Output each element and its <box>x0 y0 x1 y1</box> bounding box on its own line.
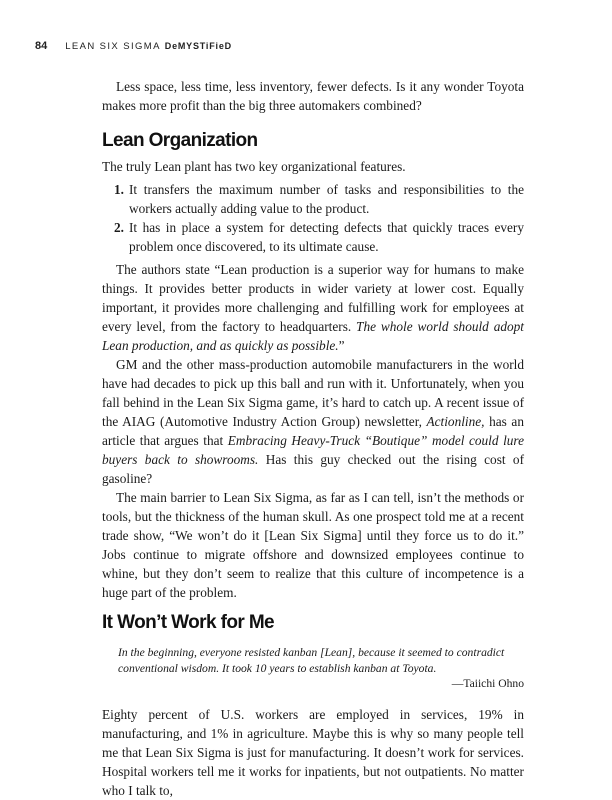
list-item <box>102 218 524 256</box>
book-subtitle: DeMYSTiFieD <box>164 41 232 51</box>
list-number: 2. <box>114 220 124 235</box>
paragraph-text: GM and the other mass-production automobile manufacturers in the world have had decades to pick up this ball and run with it. Unfortunately, when you fall behind in the Lean Six Sigma game, it’s hard to catch up. A recent issue of the AIAG (Automotive Industry Action Group) newsletter, <box>102 357 524 429</box>
paragraph <box>102 260 524 355</box>
section-heading-wont-work: It Won’t Work for Me <box>102 612 275 633</box>
paragraph-text: has an article that argues that <box>102 414 524 448</box>
newsletter-title: Actionline, <box>426 414 485 429</box>
paragraph: Eighty percent of U.S. workers are employed in services, 19% in manufacturing, and 1% in agriculture. Maybe this is why so many people tell me that Lean Six Sigma is just for manufacturing. It doesn’t work for services. Hospital workers tell me it works for inpatients, but not outpatients. No matter who I talk to, <box>102 706 524 798</box>
epigraph-quote: In the beginning, everyone resisted kanban [Lean], because it seemed to contradict conventional wisdom. It took 10 years to establish kanban at Toyota. <box>118 646 505 675</box>
page-number: 84 <box>35 40 48 52</box>
intro-paragraph: Less space, less time, less inventory, fewer defects. Is it any wonder Toyota makes more profit than the big three automakers combined? <box>102 79 524 113</box>
paragraph-emphasis: The whole world should adopt Lean production, and as quickly as possible. <box>102 319 524 353</box>
paragraph: The main barrier to Lean Six Sigma, as far as I can tell, isn’t the methods or tools, but the thickness of the human skull. As one prospect told me at a recent trade show, “We won’t do it [Lean Six Sigma] until they force us to do it.” Jobs continue to migrate offshore and downsized employees continue to whine, but they don’t seem to realize that this culture of incompetence is a huge part of the problem. <box>102 490 524 600</box>
feature-list <box>102 180 524 256</box>
list-item-text: It has in place a system for detecting defects that quickly traces every problem once discovered, to its ultimate cause. <box>129 220 524 254</box>
section-heading-lean-organization: Lean Organization <box>102 130 258 151</box>
paragraph-text: The authors state “Lean production is a superior way for humans to make things. It provides better products in wider variety at lower cost. Equally important, it provides more challenging and fulfilling work for employees at every level, from the factory to headquarters. <box>102 262 524 334</box>
book-title: LEAN SIX SIGMA <box>65 41 161 52</box>
closing-quote: ” <box>338 338 345 353</box>
page-body <box>102 77 524 800</box>
epigraph-attribution: —Taiichi Ohno <box>451 677 524 690</box>
list-number: 1. <box>114 182 124 197</box>
section-lead: The truly Lean plant has two key organizational features. <box>102 159 406 174</box>
paragraph-text: Has this guy checked out the rising cost of gasoline? <box>102 452 524 486</box>
paragraph <box>102 355 524 488</box>
article-title: Embracing Heavy-Truck “Boutique” model could lure buyers back to showrooms. <box>102 433 524 467</box>
list-item <box>102 180 524 218</box>
list-item-text: It transfers the maximum number of tasks and responsibilities to the workers actually adding value to the product. <box>129 182 524 216</box>
running-header <box>35 40 232 52</box>
